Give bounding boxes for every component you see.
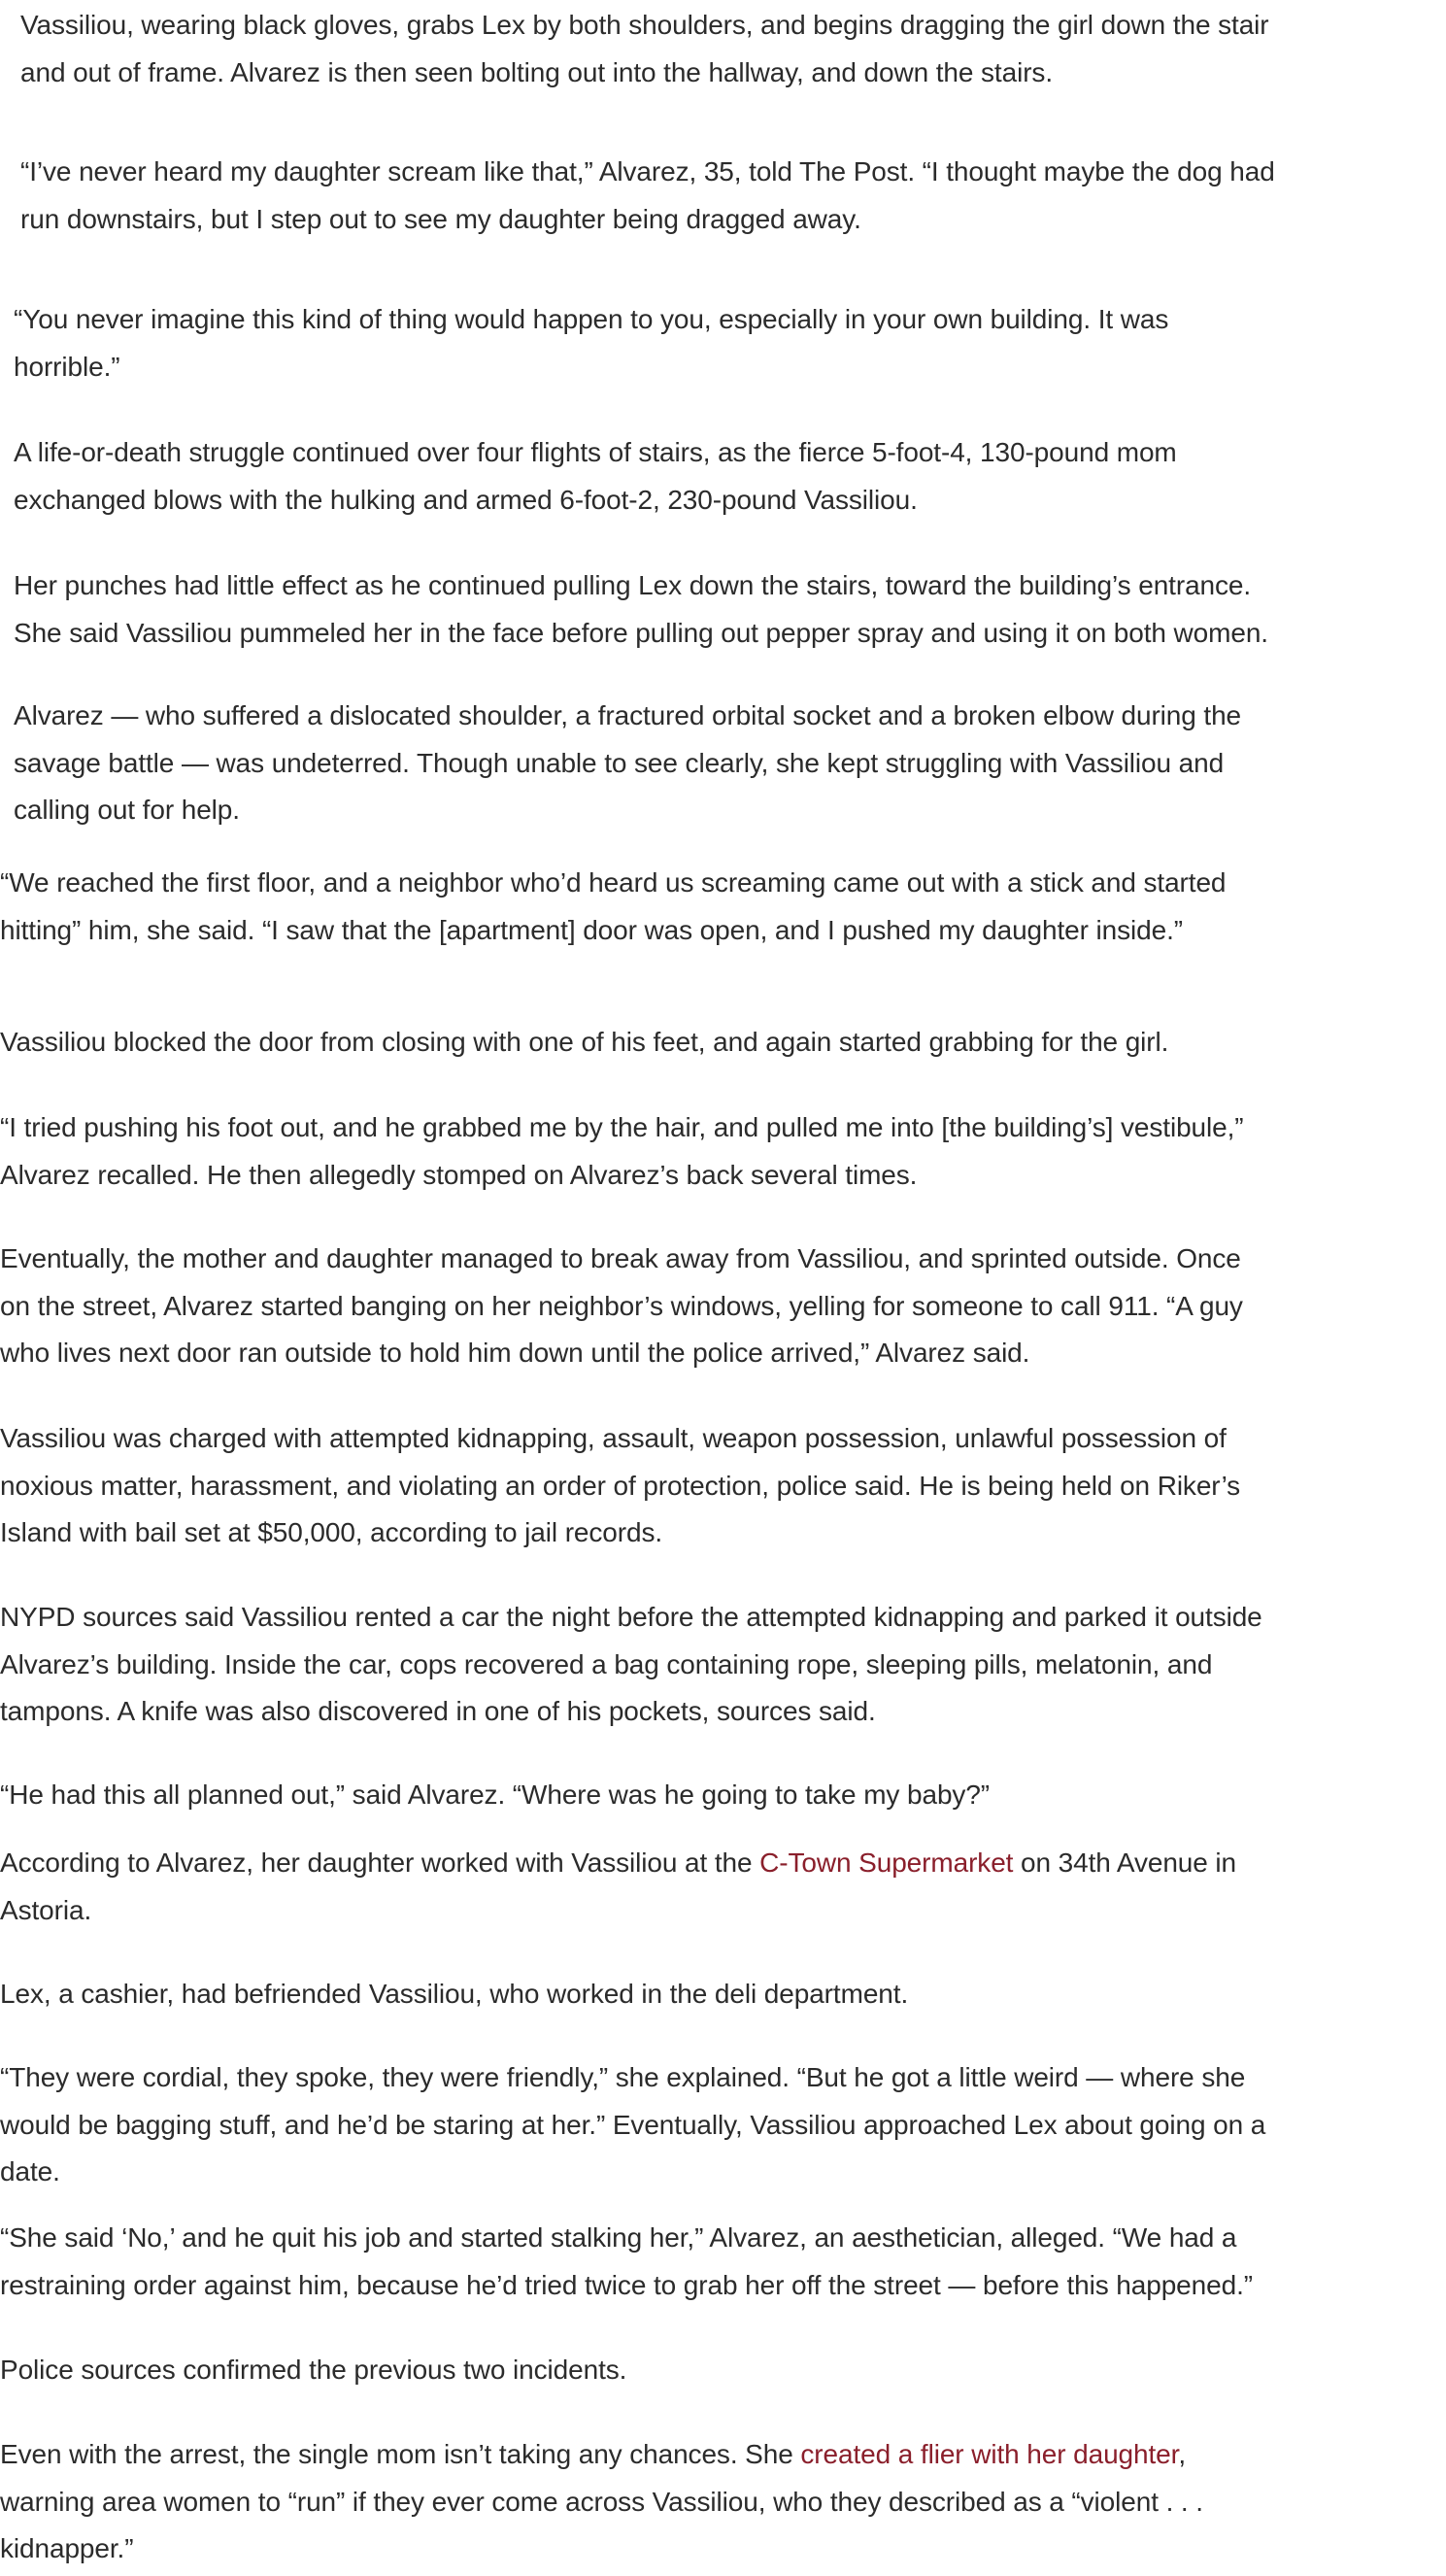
paragraph: [0, 2347, 626, 2394]
paragraph-line: [0, 1840, 1236, 1887]
paragraph-text: on 34th Avenue in: [1013, 1847, 1237, 1878]
paragraph-line: Island with bail set at $50,000, according to jail records.: [0, 1517, 663, 1547]
paragraph-line: calling out for help.: [14, 795, 240, 825]
paragraph-line: “I tried pushing his foot out, and he grabbed me by the hair, and pulled me into [the building’s] vestibule,”: [0, 1112, 1244, 1142]
paragraph: [0, 1415, 1240, 1557]
paragraph: [0, 1019, 1168, 1067]
paragraph-line: exchanged blows with the hulking and armed 6-foot-2, 230-pound Vassiliou.: [14, 484, 918, 515]
paragraph-line: run downstairs, but I step out to see my daughter being dragged away.: [20, 203, 861, 234]
paragraph: [14, 562, 1268, 657]
paragraph-line: “They were cordial, they spoke, they were friendly,” she explained. “But he got a little weird — where she: [0, 2062, 1246, 2092]
paragraph-line: Vassiliou blocked the door from closing with one of his feet, and again started grabbing for the girl.: [0, 1027, 1169, 1057]
paragraph-line: “I’ve never heard my daughter scream like that,” Alvarez, 35, told The Post. “I thought maybe the dog had: [20, 156, 1275, 186]
paragraph: [0, 2215, 1253, 2309]
paragraph: [0, 1104, 1244, 1199]
paragraph: [0, 2054, 1265, 2196]
paragraph-line: “She said ‘No,’ and he quit his job and started stalking her,” Alvarez, an aesthetician, alleged. “We had a: [0, 2222, 1237, 2253]
paragraph-line: Vassiliou was charged with attempted kidnapping, assault, weapon possession, unlawful possession of: [0, 1423, 1227, 1453]
paragraph-line: Her punches had little effect as he continued pulling Lex down the stairs, toward the building’s entrance.: [14, 570, 1252, 600]
paragraph-line: restraining order against him, because he’d tried twice to grab her off the street — before this happened.”: [0, 2269, 1253, 2300]
paragraph-line: Police sources confirmed the previous two incidents.: [0, 2355, 627, 2385]
paragraph: [20, 2, 1269, 96]
paragraph-line: horrible.”: [14, 351, 120, 382]
paragraph: [14, 296, 1168, 390]
flier-link[interactable]: created a flier with her daughter: [800, 2439, 1179, 2469]
paragraph-line: would be bagging stuff, and he’d be staring at her.” Eventually, Vassiliou approached Lex about going on a: [0, 2109, 1266, 2140]
paragraph-line: Lex, a cashier, had befriended Vassiliou, who worked in the deli department.: [0, 1979, 909, 2009]
paragraph-line: savage battle — was undeterred. Though unable to see clearly, she kept struggling with Vassiliou and: [14, 747, 1225, 778]
paragraph-line: A life-or-death struggle continued over four flights of stairs, as the fierce 5-foot-4, 130-pound mom: [14, 437, 1177, 467]
paragraph: [0, 1840, 1236, 1934]
paragraph: [20, 149, 1275, 243]
paragraph: [0, 860, 1226, 954]
paragraph-line: kidnapper.”: [0, 2533, 134, 2563]
paragraph-line: Astoria.: [0, 1894, 92, 1925]
paragraph: [14, 429, 1177, 524]
paragraph-text: According to Alvarez, her daughter worked with Vassiliou at the: [0, 1847, 760, 1878]
paragraph-line: noxious matter, harassment, and violating an order of protection, police said. He is being held on Riker’s: [0, 1470, 1241, 1501]
paragraph: [0, 2431, 1203, 2573]
paragraph-line: “You never imagine this kind of thing would happen to you, especially in your own building. It was: [14, 304, 1169, 334]
paragraph-line: date.: [0, 2156, 60, 2186]
paragraph-line: on the street, Alvarez started banging on her neighbor’s windows, yelling for someone to call 911. “A guy: [0, 1290, 1243, 1321]
paragraph-line: Alvarez recalled. He then allegedly stomped on Alvarez’s back several times.: [0, 1159, 918, 1190]
paragraph-line: Vassiliou, wearing black gloves, grabs Lex by both shoulders, and begins dragging the girl down the stair: [20, 10, 1269, 40]
paragraph-line: [0, 2431, 1203, 2479]
paragraph-line: and out of frame. Alvarez is then seen bolting out into the hallway, and down the stairs.: [20, 56, 1054, 87]
paragraph: [14, 693, 1241, 834]
c-town-supermarket-link[interactable]: C-Town Supermarket: [759, 1847, 1014, 1878]
paragraph-line: hitting” him, she said. “I saw that the [apartment] door was open, and I pushed my daughter inside.”: [0, 914, 1184, 945]
paragraph-line: warning area women to “run” if they ever come across Vassiliou, who they described as a “violent . . .: [0, 2486, 1203, 2517]
paragraph-line: who lives next door ran outside to hold him down until the police arrived,” Alvarez said.: [0, 1338, 1030, 1368]
paragraph-line: NYPD sources said Vassiliou rented a car the night before the attempted kidnapping and parked it outside: [0, 1602, 1262, 1632]
paragraph-line: tampons. A knife was also discovered in one of his pockets, sources said.: [0, 1696, 876, 1726]
paragraph-text: ,: [1178, 2439, 1187, 2469]
paragraph-line: She said Vassiliou pummeled her in the face before pulling out pepper spray and using it on both women.: [14, 617, 1268, 648]
paragraph-line: Alvarez — who suffered a dislocated shoulder, a fractured orbital socket and a broken elbow during the: [14, 700, 1242, 730]
paragraph: [0, 1236, 1243, 1377]
paragraph: [0, 1971, 908, 2018]
paragraph: [0, 1594, 1262, 1736]
paragraph-line: “He had this all planned out,” said Alvarez. “Where was he going to take my baby?”: [0, 1779, 991, 1810]
paragraph-line: “We reached the first floor, and a neighbor who’d heard us screaming came out with a stick and started: [0, 867, 1227, 898]
paragraph-line: Eventually, the mother and daughter managed to break away from Vassiliou, and sprinted outside. Once: [0, 1243, 1241, 1273]
paragraph-line: Alvarez’s building. Inside the car, cops recovered a bag containing rope, sleeping pills, melatonin, and: [0, 1648, 1213, 1679]
paragraph: [0, 1772, 990, 1819]
paragraph-text: Even with the arrest, the single mom isn’t taking any chances. She: [0, 2439, 801, 2469]
